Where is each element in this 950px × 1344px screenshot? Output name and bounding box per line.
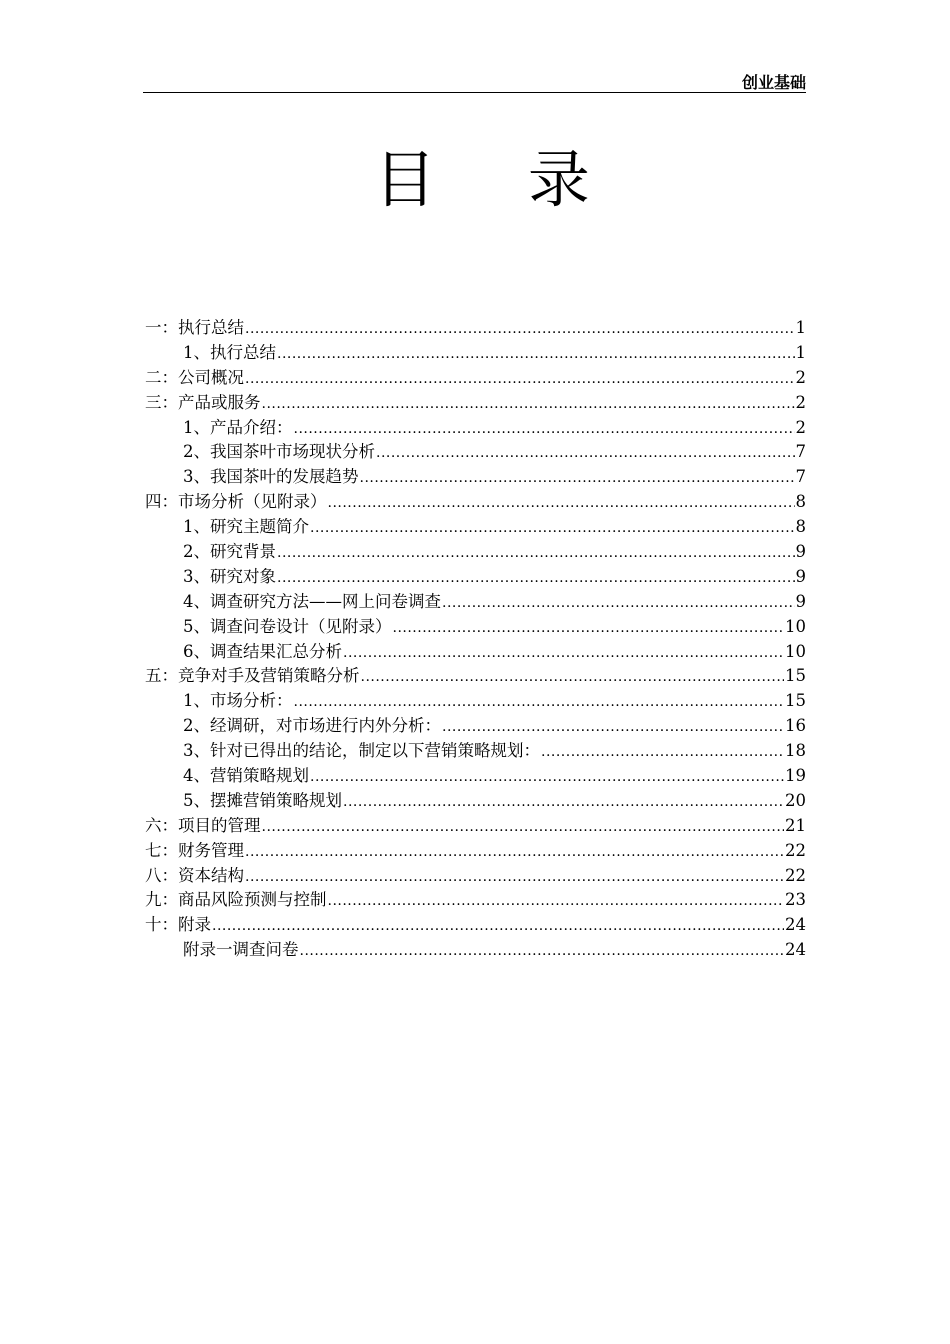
header-text: 创业基础 [741,73,806,92]
toc-leader-dots [294,689,785,715]
toc-leader-dots [245,366,795,392]
toc-entry-page: 24 [785,940,806,960]
toc-entry[interactable] [145,615,806,640]
toc-entry-page: 16 [785,716,806,736]
toc-entry-page: 9 [795,591,806,611]
toc-entry[interactable] [145,938,806,963]
toc-entry-label: 七：财务管理 [145,840,244,860]
toc-leader-dots [393,615,785,641]
toc-entry-label: 5、摆摊营销策略规划 [183,790,342,810]
toc-entry-page: 1 [795,318,806,337]
toc-entry-page: 7 [795,467,806,487]
toc-entry-page: 9 [795,542,806,562]
toc-entry-page: 10 [785,616,806,636]
toc-leader-dots [361,664,785,690]
toc-entry-page: 1 [795,342,806,362]
toc-entry-label: 四：市场分析（见附录） [145,492,327,512]
toc-leader-dots [212,913,784,939]
toc-entry-page: 8 [795,492,806,512]
toc-leader-dots [294,416,795,442]
toc-entry-label: 三：产品或服务 [145,392,261,412]
toc-leader-dots [343,789,784,815]
toc-leader-dots [360,465,795,491]
page-header [143,68,806,93]
toc-entry-label: 1、产品介绍： [183,417,293,437]
toc-leader-dots [262,814,785,840]
toc-entry-page: 15 [785,666,806,686]
toc-entry[interactable] [145,540,806,565]
toc-leader-dots [541,739,784,765]
toc-entry[interactable] [145,366,806,391]
toc-leader-dots [245,864,784,890]
toc-entry[interactable] [145,888,806,913]
toc-entry[interactable] [145,341,806,366]
toc-entry-label: 3、研究对象 [183,566,276,586]
toc-entry-label: 五：竞争对手及营销策略分析 [145,666,360,686]
toc-leader-dots [277,341,795,367]
toc-entry-page: 24 [785,915,806,935]
toc-entry-page: 19 [785,766,806,786]
toc-leader-dots [245,316,795,342]
toc-leader-dots [277,540,795,566]
toc-leader-dots [310,764,784,790]
toc-leader-dots [328,490,795,516]
toc-entry-page: 21 [785,815,806,835]
toc-leader-dots [442,714,784,740]
page-title: 目 录 [374,143,626,216]
toc-entry[interactable] [145,689,806,714]
toc-entry-page: 20 [785,790,806,810]
toc-entry-page: 2 [795,367,806,387]
toc-entry[interactable] [145,465,806,490]
toc-entry[interactable] [145,490,806,515]
toc-entry-label: 附录一调查问卷 [183,940,299,960]
toc-leader-dots [277,565,795,591]
toc-entry[interactable] [145,714,806,739]
toc-entry-label: 2、我国茶叶市场现状分析 [183,442,375,462]
toc-entry-page: 2 [795,417,806,437]
toc-entry[interactable] [145,590,806,615]
toc-entry-label: 4、营销策略规划 [183,766,309,786]
toc-entry-label: 2、研究背景 [183,542,276,562]
toc-leader-dots [343,640,784,666]
toc-entry-label: 3、我国茶叶的发展趋势 [183,467,359,487]
toc-entry-label: 3、针对已得出的结论，制定以下营销策略规划： [183,741,540,761]
toc-leader-dots [245,839,784,865]
toc-entry[interactable] [145,640,806,665]
toc-entry-label: 二：公司概况 [145,367,244,387]
toc-leader-dots [262,391,795,417]
toc-entry[interactable] [145,814,806,839]
toc-entry[interactable] [145,416,806,441]
toc-leader-dots [300,938,785,964]
toc-leader-dots [442,590,795,616]
toc-entry-label: 八：资本结构 [145,865,244,885]
toc-entry-label: 2、经调研，对市场进行内外分析： [183,716,441,736]
toc-entry-page: 23 [785,890,806,910]
toc-entry[interactable] [145,440,806,465]
toc-leader-dots [376,440,795,466]
toc-leader-dots [328,888,785,914]
toc-entry[interactable] [145,565,806,590]
toc-entry[interactable] [145,316,806,341]
toc-entry-label: 6、调查结果汇总分析 [183,641,342,661]
toc-entry-page: 22 [785,840,806,860]
toc-entry-label: 1、研究主题简介 [183,517,309,537]
toc-entry-page: 7 [795,442,806,462]
toc-entry[interactable] [145,789,806,814]
toc-entry-page: 22 [785,865,806,885]
toc-entry-page: 15 [785,691,806,711]
toc-entry-label: 1、执行总结 [183,342,276,362]
table-of-contents [145,316,806,963]
toc-entry[interactable] [145,664,806,689]
toc-entry-label: 4、调查研究方法——网上问卷调查 [183,591,441,611]
toc-leader-dots [310,515,795,541]
toc-entry-label: 十：附录 [145,915,211,935]
toc-entry[interactable] [145,764,806,789]
toc-entry[interactable] [145,913,806,938]
toc-entry[interactable] [145,515,806,540]
toc-entry[interactable] [145,864,806,889]
toc-entry-page: 10 [785,641,806,661]
toc-entry[interactable] [145,739,806,764]
toc-entry[interactable] [145,839,806,864]
toc-entry-label: 5、调查问卷设计（见附录） [183,616,392,636]
toc-entry-label: 九：商品风险预测与控制 [145,890,327,910]
toc-entry-page: 2 [795,392,806,412]
toc-entry-page: 9 [795,566,806,586]
toc-entry-page: 8 [795,517,806,537]
toc-entry-page: 18 [785,741,806,761]
toc-entry-label: 一：执行总结 [145,318,244,337]
toc-entry-label: 1、市场分析： [183,691,293,711]
toc-entry-label: 六：项目的管理 [145,815,261,835]
toc-entry[interactable] [145,391,806,416]
